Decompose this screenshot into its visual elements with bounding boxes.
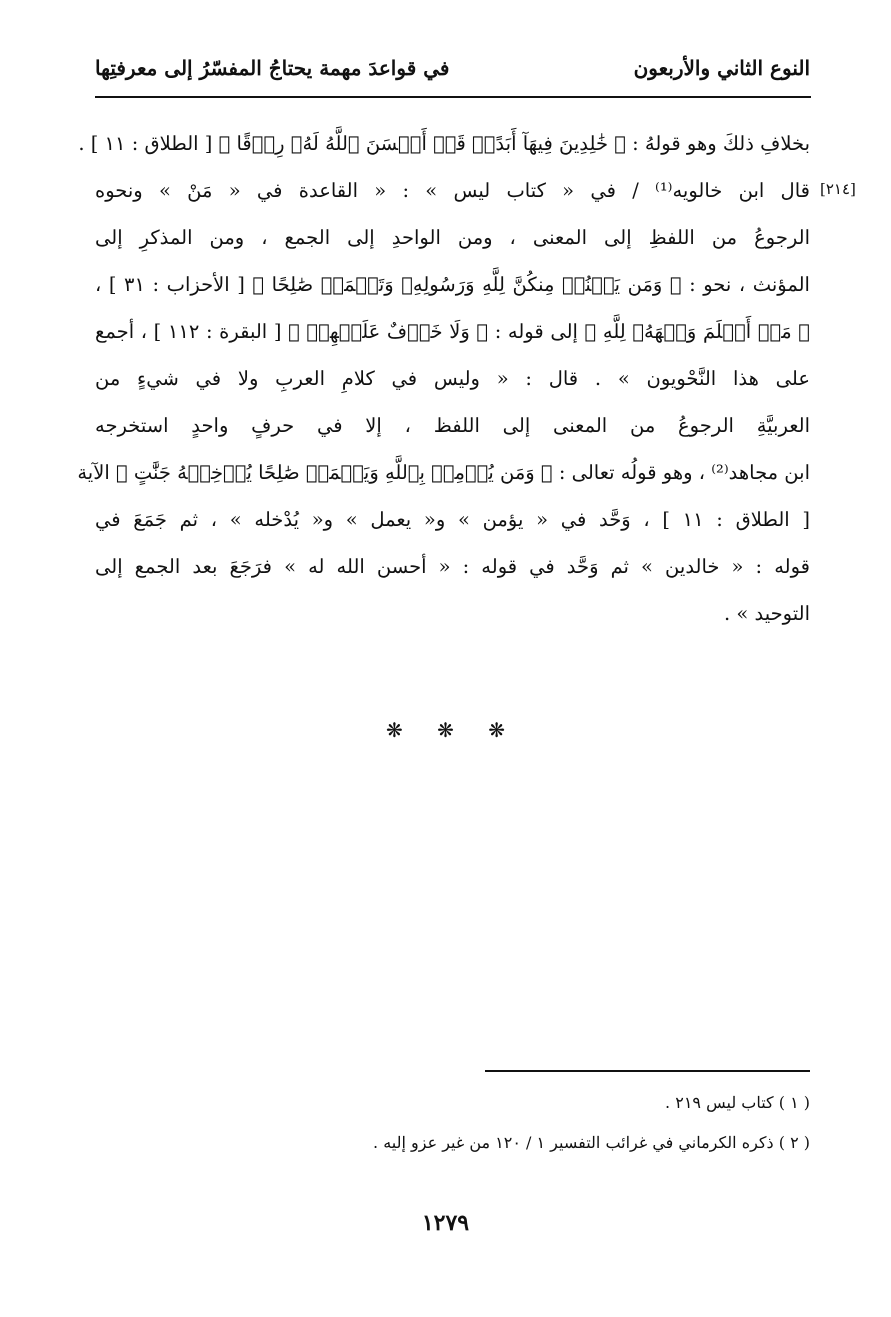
page-number: ١٢٧٩ xyxy=(421,1210,470,1236)
body-line: قوله : « خالدين » ثم وَحَّد في قوله : « أحسن الله له » فرَجَعَ بعد الجمع إلى xyxy=(95,555,810,578)
body-line: قال ابن خالويه⁽¹⁾ / في « كتاب ليس » : « القاعدة في « مَنْ » ونحوه xyxy=(95,179,810,202)
chapter-title: النوع الثاني والأربعون xyxy=(633,56,810,80)
footnote: ( ١ ) كتاب ليس ٢١٩ . xyxy=(665,1093,810,1112)
running-header xyxy=(95,56,810,92)
footnote: ( ٢ ) ذكره الكرماني في غرائب التفسير ١ / ١٢٠ من غير عزو إليه . xyxy=(373,1133,810,1152)
body-line: بخلافِ ذلكَ وهو قولهُ : ﴿ خَٰلِدِينَ فِيهَآ أَبَدًاۖ قَدۡ أَحۡسَنَ ٱللَّهُ لَهُۥ رِزۡقًا ﴾ [ الطلاق : ١١ ] . xyxy=(78,132,810,155)
asterism-glyph: ❋ xyxy=(385,718,403,742)
body-line: العربيَّةِ الرجوعُ من المعنى إلى اللفظ ، إلا في حرفٍ واحدٍ استخرجه xyxy=(95,414,810,437)
body-line: الرجوعُ من اللفظِ إلى المعنى ، ومن الواحدِ إلى الجمع ، ومن المذكرِ إلى xyxy=(95,226,810,249)
section-separator xyxy=(0,718,891,742)
margin-page-reference: [٢١٤] xyxy=(820,180,856,198)
body-line: على هذا النَّحْويون » . قال : « وليس في كلامِ العربِ ولا في شيءٍ من xyxy=(95,367,810,390)
footnote-rule xyxy=(485,1070,810,1072)
body-line: [ الطلاق : ١١ ] ، وَحَّد في « يؤمن » و« يعمل » و« يُدْخله » ، ثم جَمَعَ في xyxy=(95,508,810,531)
footnotes xyxy=(95,1088,810,1168)
header-rule xyxy=(95,96,811,98)
body-line: التوحيد » . xyxy=(723,602,810,625)
body-text xyxy=(77,120,810,637)
asterism-glyph: ❋ xyxy=(488,718,505,742)
topic-title: في قواعدَ مهمة يحتاجُ المفسّرُ إلى معرفتِها xyxy=(95,56,450,80)
body-line: ابن مجاهد⁽²⁾ ، وهو قولُه تعالى : ﴿ وَمَن يُؤۡمِنۢ بِٱللَّهِ وَيَعۡمَلۡ صَٰلِحًا يُدۡخِلۡهُ جَنَّٰتٍ ﴾ الآية xyxy=(77,461,810,484)
body-line: المؤنث ، نحو : ﴿ وَمَن يَقۡنُتۡ مِنكُنَّ لِلَّهِ وَرَسُولِهِۦ وَتَعۡمَلۡ صَٰلِحًا ﴾ [ الأحزاب : ٣١ ] ، xyxy=(95,273,810,296)
body-line: ﴿ مَنۡ أَسۡلَمَ وَجۡهَهُۥ لِلَّهِ ﴾ إلى قوله : ﴿ وَلَا خَوۡفٌ عَلَيۡهِمۡ ﴾ [ البقرة : ١١٢ ] ، أجمع xyxy=(95,320,810,343)
asterism-glyph: ❋ xyxy=(437,718,454,742)
